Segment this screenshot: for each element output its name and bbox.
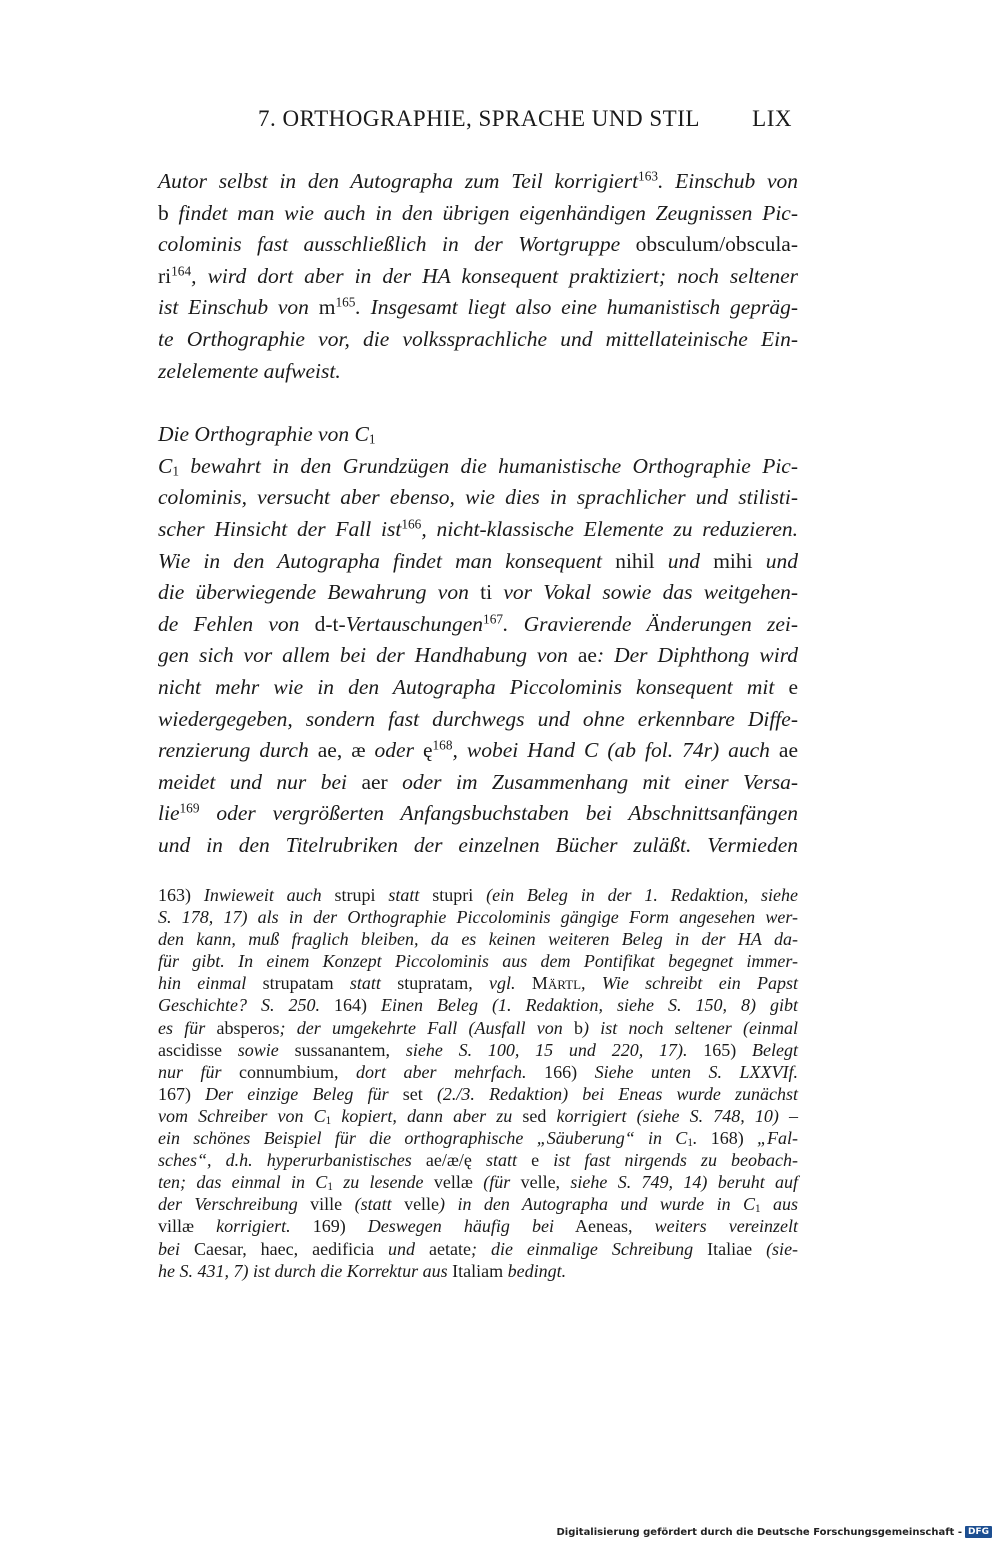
text-span: die überwiegende Bewahrung von xyxy=(158,580,469,605)
text-span: connumbium, xyxy=(239,1061,339,1082)
footnote-line xyxy=(158,1149,798,1171)
footnote-line xyxy=(158,1193,798,1215)
text-span: kopiert, dann aber zu xyxy=(331,1105,513,1126)
text-span: C xyxy=(158,453,173,478)
text-span: für gibt. In einem Konzept Piccolominis aus dem Pontifikat begegnet immer- xyxy=(158,951,798,972)
text-span: Caesar, haec, aedificia xyxy=(193,1238,375,1259)
footnote-line xyxy=(158,884,798,906)
text-span: , Wie schreibt ein Papst xyxy=(581,973,799,994)
footnote-line xyxy=(158,906,798,928)
text-line xyxy=(158,830,798,862)
text-span: Italiae xyxy=(707,1238,753,1259)
text-span: te Orthographie vor, die volkssprachliche und mittellateinische Ein- xyxy=(158,326,798,351)
subscript: 1 xyxy=(755,1203,761,1216)
text-span: absperos xyxy=(216,1017,280,1038)
text-span: Der einzige Beleg für xyxy=(205,1083,389,1104)
text-span: statt xyxy=(349,973,381,994)
text-span: d-t- xyxy=(314,611,346,636)
text-span: korrigiert (siehe S. 748, 10) – xyxy=(556,1105,799,1126)
text-span: de Fehlen von xyxy=(158,611,300,636)
text-span: ville xyxy=(310,1194,343,1215)
text-span: scher Hinsicht der Fall ist xyxy=(158,516,402,541)
text-span: colominis, versucht aber ebenso, wie dies in sprachlicher und stilisti- xyxy=(158,485,798,510)
text-span: 163) xyxy=(158,885,204,905)
text-span: Italiam xyxy=(452,1260,504,1281)
text-line xyxy=(158,798,798,830)
text-line xyxy=(158,640,798,672)
text-span: ę xyxy=(422,738,433,763)
text-span: 168) xyxy=(710,1128,757,1149)
text-span: e xyxy=(531,1150,540,1171)
text-span: statt xyxy=(388,885,420,905)
text-span: : Der Diphthong wird xyxy=(596,643,799,668)
subscript: 1 xyxy=(327,1181,333,1194)
text-span: hin einmal xyxy=(158,973,247,994)
footnote-ref: 169 xyxy=(179,800,200,816)
footnote-ref: 163 xyxy=(638,168,659,184)
subscript: 1 xyxy=(325,1115,332,1128)
text-line xyxy=(158,198,798,230)
text-line xyxy=(158,735,798,767)
text-span: siehe S. 749, 14) beruht auf xyxy=(570,1172,799,1193)
footnote-line xyxy=(158,1017,798,1039)
text-span: S. 178, 17) als in der Orthographie Piccolominis gängige Form angesehen wer- xyxy=(158,907,798,928)
text-span: ae, æ xyxy=(317,738,366,763)
text-span: aetate xyxy=(429,1238,471,1259)
text-span: es für xyxy=(158,1017,206,1038)
dfg-logo: DFG xyxy=(965,1526,992,1538)
text-span: bewahrt in den Grundzügen die humanistische Orthographie Pic- xyxy=(190,453,798,478)
text-span: 169) xyxy=(312,1216,368,1237)
text-span: , wird dort aber in der HA konsequent praktiziert; noch seltener xyxy=(191,263,798,288)
footnote-line xyxy=(158,1260,798,1282)
text-span: obsculum/obscula- xyxy=(635,232,799,257)
footnote-line xyxy=(158,1215,798,1237)
text-span: ; der umgekehrte Fall (Ausfall von xyxy=(279,1017,563,1038)
text-line xyxy=(158,324,798,356)
text-span: stupratam, xyxy=(397,973,473,994)
text-span: sches“, d.h. hyperurbanistisches xyxy=(158,1150,412,1171)
paragraph-gap xyxy=(158,387,798,419)
text-line xyxy=(158,672,798,704)
footnote-line xyxy=(158,1105,798,1127)
text-line xyxy=(158,609,798,641)
footnote-line xyxy=(158,1083,798,1105)
text-span: Inwieweit auch xyxy=(203,885,322,905)
text-span: (ein Beleg in der 1. Redaktion, siehe xyxy=(486,885,799,905)
text-span: ae xyxy=(778,738,799,763)
text-span: und xyxy=(388,1238,416,1259)
footnotes xyxy=(158,884,798,1282)
text-span: ) ist noch seltener (einmal xyxy=(583,1017,799,1038)
text-span: set xyxy=(402,1083,423,1104)
text-span: , nicht-klassische Elemente zu reduzieren. xyxy=(421,516,798,541)
text-span: he S. 431, 7) ist durch die Korrektur aus xyxy=(158,1260,448,1281)
running-title: 7. ORTHOGRAPHIE, SPRACHE UND STIL xyxy=(258,106,700,131)
footnote-line xyxy=(158,1061,798,1083)
text-span: velle, xyxy=(520,1172,561,1193)
text-span: sed xyxy=(522,1105,547,1126)
text-span: Wie in den Autographa findet man konsequent xyxy=(158,548,603,573)
text-span: mihi xyxy=(713,548,753,573)
page-number: LIX xyxy=(752,106,792,131)
text-span: oder vergrößerten Anfangsbuchstaben bei Abschnittsanfängen xyxy=(216,801,799,826)
text-span: ascidisse xyxy=(158,1039,222,1060)
text-span: Die Orthographie von C xyxy=(158,422,369,447)
text-span: ae/æ/ę xyxy=(425,1150,472,1171)
text-span: strupi xyxy=(334,885,376,905)
text-span: (2./3. Redaktion) bei Eneas wurde zunächst xyxy=(436,1083,799,1104)
text-span: aer xyxy=(361,769,388,794)
text-span: lie xyxy=(158,801,180,826)
text-span: villæ xyxy=(158,1216,195,1237)
subscript: 1 xyxy=(172,463,180,479)
text-span: ; die einmalige Schreibung xyxy=(470,1238,694,1259)
text-line xyxy=(158,261,798,293)
text-span: vom Schreiber von C xyxy=(158,1105,326,1126)
text-span: . xyxy=(692,1128,698,1149)
text-span: „Fal- xyxy=(756,1128,798,1149)
text-span: 166) xyxy=(544,1061,595,1082)
text-span: gen sich vor allem bei der Handhabung von xyxy=(158,643,568,668)
text-span: . Gravierende Änderungen zei- xyxy=(503,611,798,636)
text-span: (statt xyxy=(354,1194,392,1215)
text-span: aus xyxy=(760,1194,799,1215)
text-span: b xyxy=(158,200,169,225)
text-span: den kann, muß fraglich bleiben, da es keinen weiteren Beleg in der HA da- xyxy=(158,929,798,950)
text-span: und in den Titelrubriken der einzelnen Bücher zuläßt. Vermieden xyxy=(158,832,798,857)
text-span: Autor selbst in den Autographa zum Teil korrigiert xyxy=(158,169,639,193)
text-span: 167) xyxy=(158,1083,206,1104)
footnote-ref: 167 xyxy=(483,611,504,627)
text-line xyxy=(158,229,798,261)
text-span: oder im Zusammenhang mit einer Versa- xyxy=(402,769,798,794)
footnote-line xyxy=(158,1039,798,1061)
text-line xyxy=(158,514,798,546)
text-span: korrigiert. xyxy=(216,1216,291,1237)
text-span: vellæ xyxy=(433,1172,473,1193)
text-span: meidet und nur bei xyxy=(158,769,348,794)
text-span: zelelemente aufweist. xyxy=(158,358,341,383)
footnote-ref: 168 xyxy=(432,737,453,753)
text-span: m xyxy=(318,295,336,320)
text-span: ) in den Autographa und wurde in C xyxy=(439,1194,756,1215)
text-span: vor Vokal sowie das weitgehen- xyxy=(503,580,799,605)
text-line xyxy=(158,546,798,578)
text-line xyxy=(158,704,798,736)
footnote-line xyxy=(158,950,798,972)
text-span: Geschichte? S. 250. xyxy=(158,995,320,1016)
footnote-ref: 165 xyxy=(335,295,356,311)
footnote-line xyxy=(158,1238,798,1260)
author-name: Märtl xyxy=(531,973,582,994)
text-span: nur für xyxy=(158,1061,222,1082)
text-span: findet man wie auch in den übrigen eigenhändigen Zeugnissen Pic- xyxy=(178,200,799,225)
text-span: bedingt. xyxy=(507,1260,567,1281)
text-span: ten; das einmal in C xyxy=(158,1172,328,1193)
text-span: dort aber mehrfach. xyxy=(356,1061,527,1082)
text-span: . Insgesamt liegt also eine humanistisch gepräg- xyxy=(355,295,799,320)
text-span: sussanantem, xyxy=(294,1039,391,1060)
text-span: ae xyxy=(577,643,597,668)
text-span: . Einschub von xyxy=(658,169,798,193)
text-line xyxy=(158,482,798,514)
text-span: colominis fast ausschließlich in der Wortgruppe xyxy=(158,232,621,257)
text-span: Einen Beleg (1. Redaktion, siehe S. 150, 8) gibt xyxy=(381,995,798,1016)
footnote-line xyxy=(158,1171,798,1193)
footer xyxy=(556,1526,992,1538)
text-line xyxy=(158,292,798,324)
text-span: (sie- xyxy=(766,1238,799,1259)
text-span: 165) xyxy=(703,1039,753,1060)
text-span: der Verschreibung xyxy=(158,1194,298,1215)
funding-note: Digitalisierung gefördert durch die Deutsche Forschungsgemeinschaft - xyxy=(556,1526,962,1538)
main-text xyxy=(158,166,798,861)
text-span: weiters vereinzelt xyxy=(654,1216,799,1237)
text-span: ri xyxy=(158,263,172,288)
text-line xyxy=(158,166,798,198)
text-span: vgl. xyxy=(489,973,516,994)
text-line xyxy=(158,356,798,388)
text-span: nihil xyxy=(615,548,655,573)
text-span: strupatam xyxy=(262,973,334,994)
text-span: Belegt xyxy=(752,1039,799,1060)
text-span: Vertauschungen xyxy=(345,611,484,636)
text-line xyxy=(158,451,798,483)
text-span: b xyxy=(574,1017,584,1038)
footnote-ref: 164 xyxy=(171,263,192,279)
footnote-line xyxy=(158,972,798,994)
text-span: und xyxy=(667,548,701,573)
footnote-line xyxy=(158,994,798,1016)
text-span: und xyxy=(765,548,799,573)
text-span: statt xyxy=(485,1150,517,1171)
text-span: ist fast nirgends zu beobach- xyxy=(553,1150,799,1171)
footnote-line xyxy=(158,928,798,950)
text-span: , wobei Hand C (ab fol. 74r) auch xyxy=(452,738,770,763)
text-span: nicht mehr wie in den Autographa Piccolominis konsequent mit xyxy=(158,674,775,699)
subscript: 1 xyxy=(368,431,376,447)
text-span: Siehe unten S. LXXVIf. xyxy=(594,1061,799,1082)
text-span: Aeneas, xyxy=(575,1216,633,1237)
text-span: ein schönes Beispiel für die orthographische „Säuberung“ in C xyxy=(158,1128,688,1149)
footnote-ref: 166 xyxy=(401,516,422,532)
text-span: stupri xyxy=(432,885,474,905)
text-span: ist Einschub von xyxy=(158,295,309,320)
text-span: wiedergegeben, sondern fast durchwegs und ohne erkennbare Diffe- xyxy=(158,706,798,731)
text-line xyxy=(158,767,798,799)
text-span: (für xyxy=(483,1172,511,1193)
text-span: e xyxy=(788,674,799,699)
text-span: 164) xyxy=(334,995,382,1016)
text-span: sowie xyxy=(237,1039,279,1060)
subscript: 1 xyxy=(687,1137,693,1150)
footnote-line xyxy=(158,1127,798,1149)
text-span: siehe S. 100, 15 und 220, 17). xyxy=(405,1039,688,1060)
text-span: velle xyxy=(404,1194,440,1215)
text-span: ti xyxy=(480,580,493,605)
text-line xyxy=(158,577,798,609)
text-span: zu lesende xyxy=(332,1172,424,1193)
text-span: bei xyxy=(158,1238,180,1259)
section-heading xyxy=(158,419,798,451)
text-span: Deswegen häufig bei xyxy=(367,1216,554,1237)
text-span: oder xyxy=(374,738,414,763)
text-span: renzierung durch xyxy=(158,738,309,763)
